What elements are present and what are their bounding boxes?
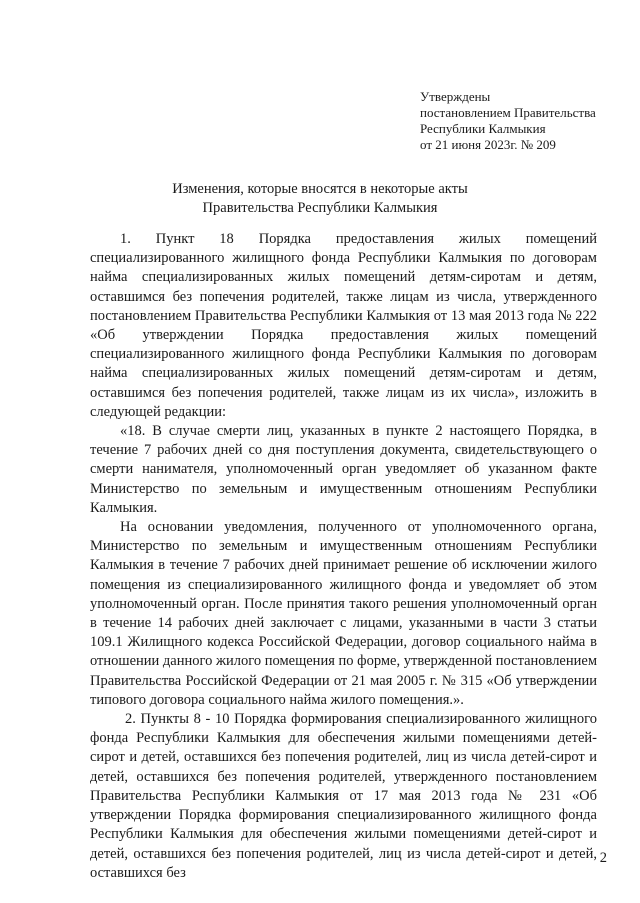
page-number: 2 — [599, 850, 607, 866]
title-line: Изменения, которые вносятся в некоторые акты — [172, 181, 468, 197]
paragraph-item-2: 2. Пункты 8 - 10 Порядка формирования специализированного жилищного фонда Республики Калмыкия для обеспечения жилыми помещениями детей-сирот и детей, оставшихся без попечения родителей, лиц из числа детей-сирот и детей, оставшихся без попечения родителей, утвержденного постановлением Правительства Республики Калмыкия от 17 мая 2013 года № 231 «Об утверждении Порядка формирования специализированного жилищного фонда Республики Калмыкия для обеспечения жилыми помещениями детей-сирот и детей, оставшихся без попечения родителей, лиц из числа детей-сирот и детей, оставшихся без — [90, 711, 597, 881]
approval-line: постановлением Правительства — [420, 105, 596, 120]
document-body — [90, 230, 597, 883]
document-title — [0, 180, 640, 218]
title-line: Правительства Республики Калмыкия — [202, 200, 438, 216]
approval-line: Республики Калмыкия — [420, 121, 546, 136]
approval-line: от 21 июня 2023г. № 209 — [420, 137, 556, 152]
approval-line: Утверждены — [420, 89, 491, 104]
paragraph-item-1: 1. Пункт 18 Порядка предоставления жилых помещений специализированного жилищного фонда Республики Калмыкия по договорам найма специализированных жилых помещений детям-сиротам и детям, оставшимся без попечения родителей, также лицам из числа, утвержденного постановлением Правительства Республики Калмыкия от 13 мая 2013 года № 222 «Об утверждении Порядка предоставления жилых помещений специализированного жилищного фонда Республики Калмыкия по договорам найма специализированных жилых помещений детям-сиротам и детям, оставшимся без попечения родителей, также лицам из их числа», изложить в следующей редакции: — [90, 231, 597, 420]
approval-stamp — [420, 89, 625, 153]
paragraph-quote-18: «18. В случае смерти лиц, указанных в пункте 2 настоящего Порядка, в течение 7 рабочих дней со дня поступления документа, свидетельствующего о смерти нанимателя, уполномоченный орган уведомляет об указанном факте Министерство по земельным и имущественным отношениям Республики Калмыкия. — [90, 423, 597, 516]
paragraph-notification: На основании уведомления, полученного от уполномоченного органа, Министерство по земельным и имущественным отношениям Республики Калмыкия в течение 7 рабочих дней принимает решение об исключении жилого помещения из специализированного жилищного фонда и уведомляет об этом уполномоченный орган. После принятия такого решения уполномоченный орган в течение 14 рабочих дней заключает с лицами, указанными в части 3 статьи 109.1 Жилищного кодекса Российской Федерации, договор социального найма в отношении данного жилого помещения по форме, утвержденной постановлением Правительства Российской Федерации от 21 мая 2005 г. № 315 «Об утверждении типового договора социального найма жилого помещения.». — [90, 519, 597, 708]
